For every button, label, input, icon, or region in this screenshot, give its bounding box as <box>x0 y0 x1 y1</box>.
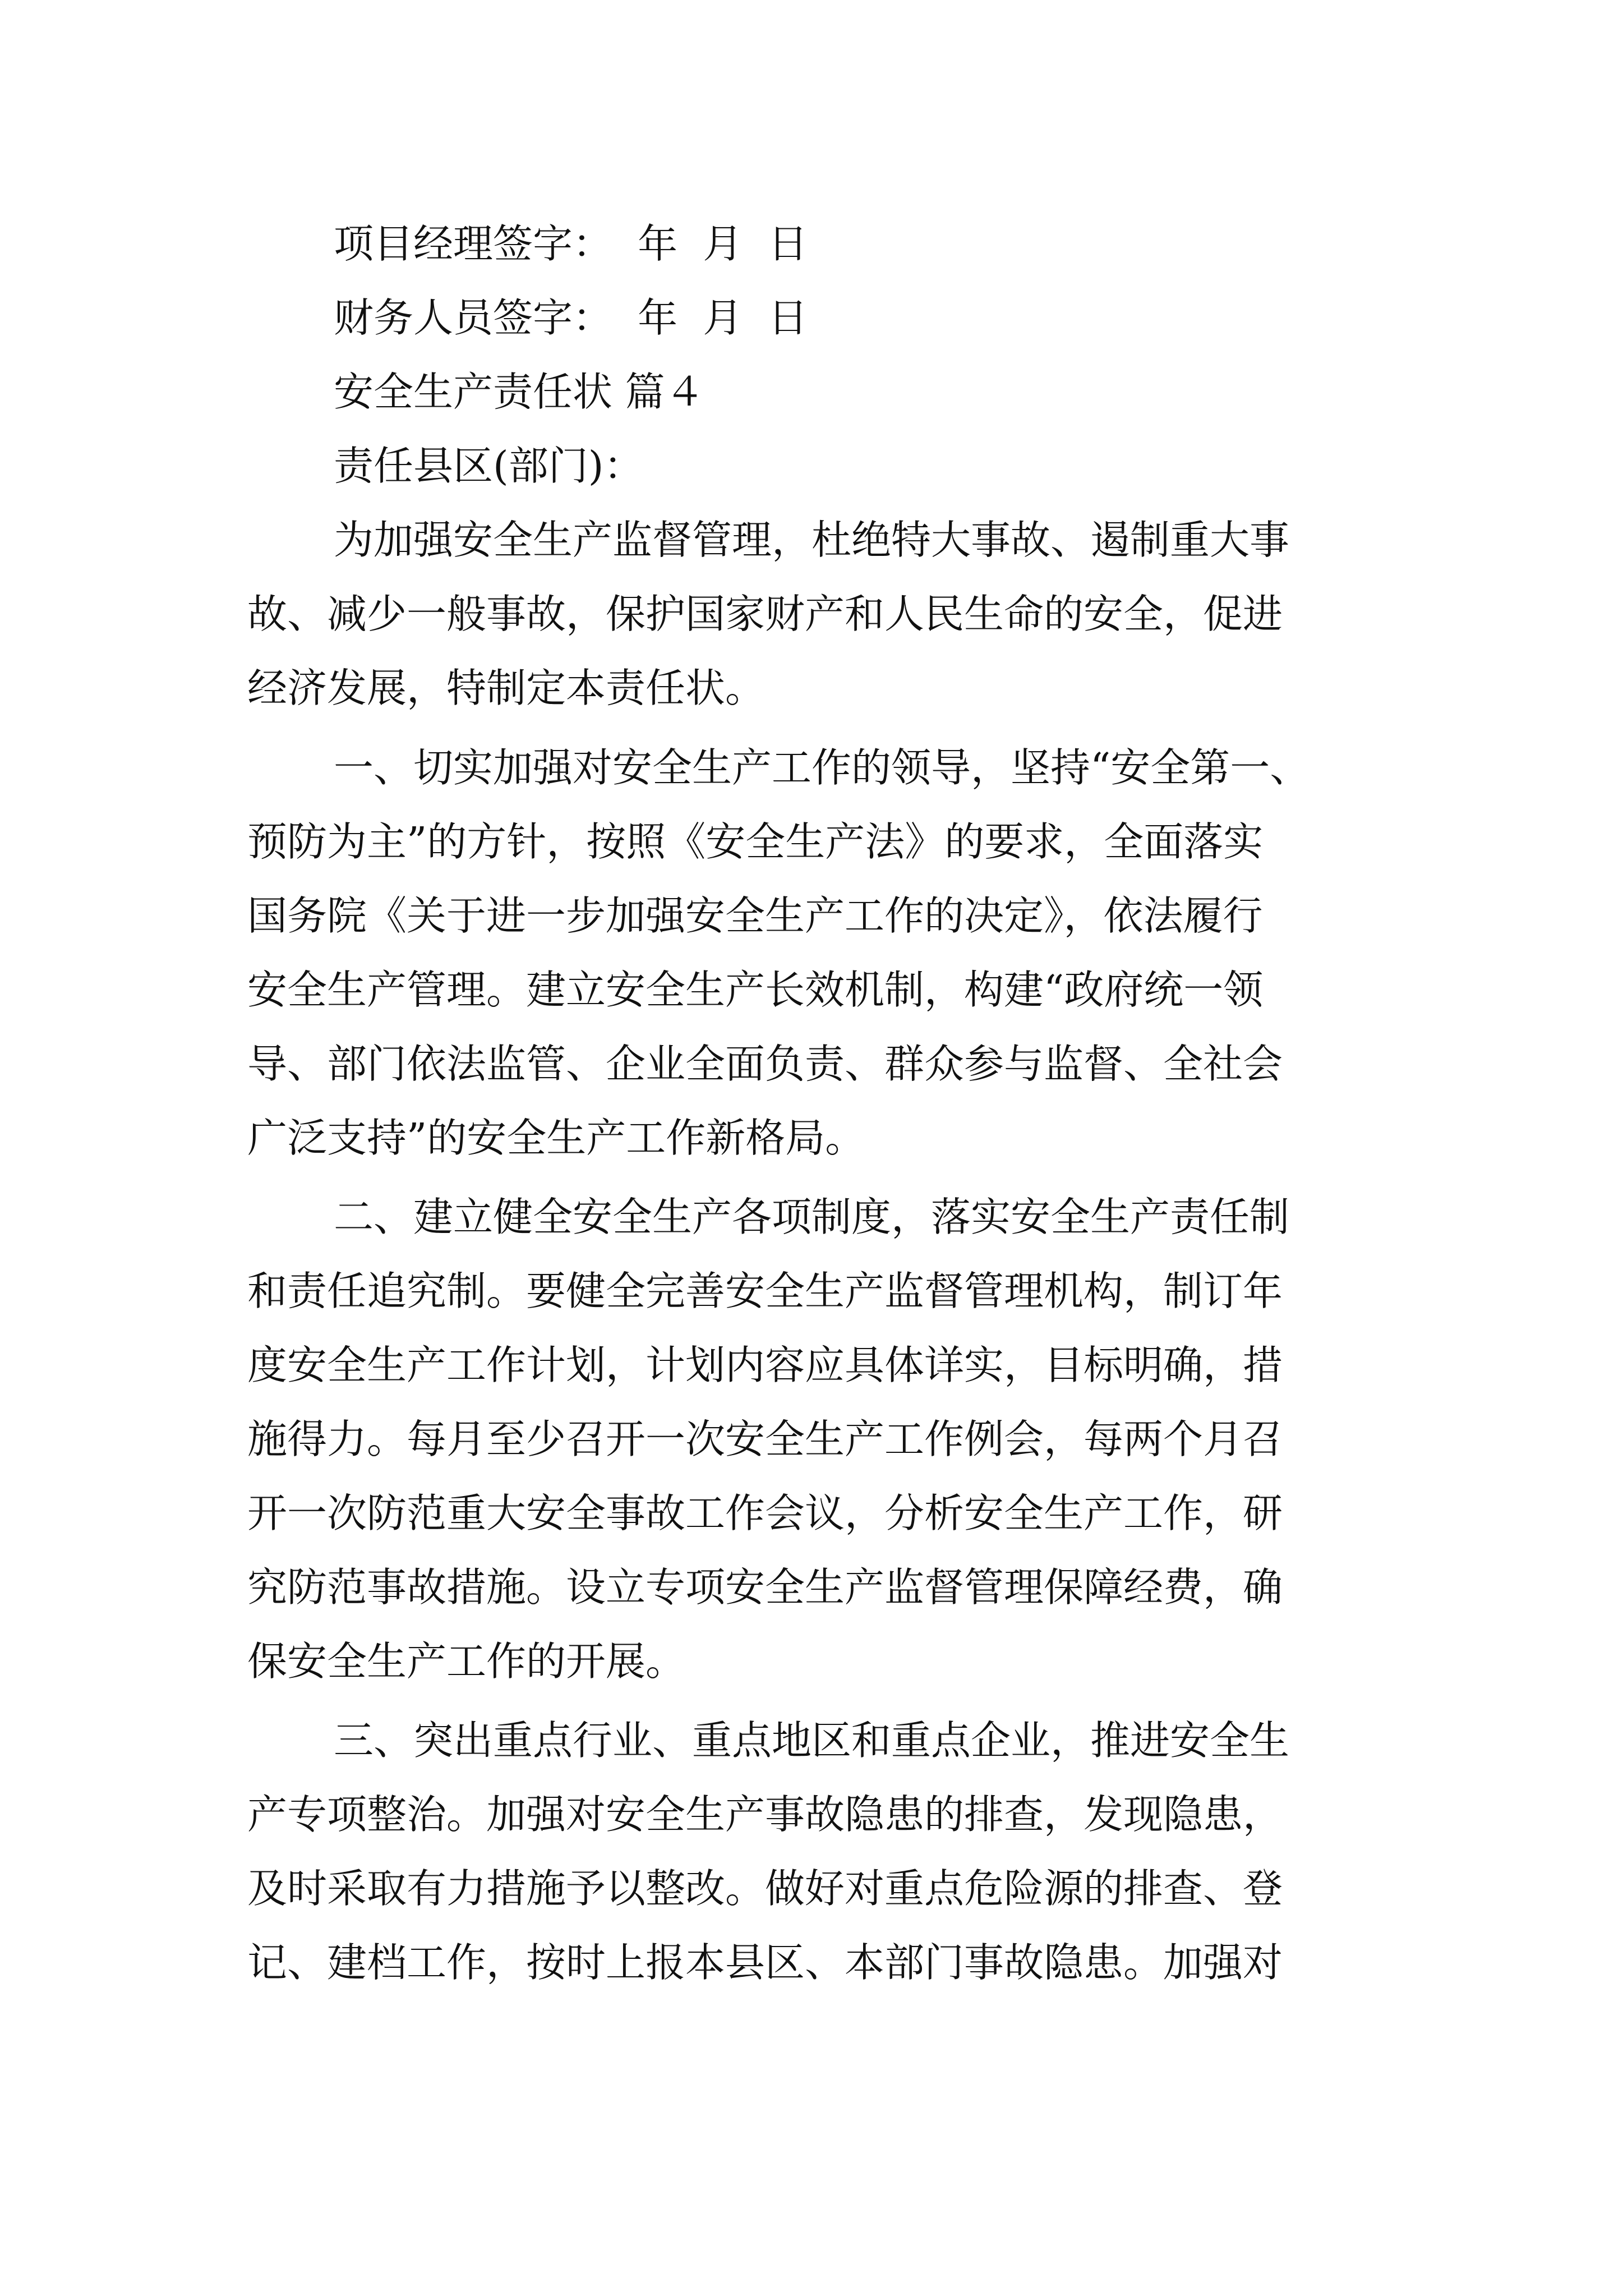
paragraph-line: 产专项整治。加强对安全生产事故隐患的排查，发现隐患， <box>247 1791 1283 1838</box>
project-manager-signature-line: 项目经理签字： 年 月 日 <box>334 220 808 267</box>
section-heading: 安全生产责任状 篇４ <box>334 369 705 415</box>
paragraph-line: 导、部门依法监管、企业全面负责、群众参与监督、全社会 <box>247 1041 1283 1087</box>
paragraph-line: 预防为主”的方针，按照《安全生产法》的要求，全面落实 <box>247 818 1264 865</box>
paragraph-line: 广泛支持”的安全生产工作新格局。 <box>247 1115 865 1161</box>
paragraph-line: 度安全生产工作计划，计划内容应具体详实，目标明确，措 <box>247 1342 1283 1388</box>
paragraph-line: 开一次防范重大安全事故工作会议，分析安全生产工作，研 <box>247 1490 1283 1536</box>
paragraph-line: 经济发展，特制定本责任状。 <box>247 665 766 711</box>
addressee-line: 责任县区(部门)： <box>334 443 644 489</box>
paragraph-line: 一、切实加强对安全生产工作的领导，坚持“安全第一、 <box>334 744 1310 791</box>
paragraph-line: 故、减少一般事故，保护国家财产和人民生命的安全，促进 <box>247 591 1283 637</box>
finance-staff-signature-line: 财务人员签字： 年 月 日 <box>334 295 808 341</box>
paragraph-line: 安全生产管理。建立安全生产长效机制，构建“政府统一领 <box>247 967 1264 1013</box>
paragraph-line: 究防范事故措施。设立专项安全生产监督管理保障经费，确 <box>247 1564 1283 1611</box>
paragraph-line: 及时采取有力措施予以整改。做好对重点危险源的排查、登 <box>247 1865 1283 1912</box>
paragraph-line: 记、建档工作，按时上报本县区、本部门事故隐患。加强对 <box>247 1939 1283 1986</box>
paragraph-line: 保安全生产工作的开展。 <box>247 1638 686 1685</box>
paragraph-line: 为加强安全生产监督管理，杜绝特大事故、遏制重大事 <box>334 517 1290 563</box>
paragraph-line: 国务院《关于进一步加强安全生产工作的决定》，依法履行 <box>247 892 1263 939</box>
paragraph-line: 和责任追究制。要健全完善安全生产监督管理机构，制订年 <box>247 1268 1283 1314</box>
paragraph-line: 三、突出重点行业、重点地区和重点企业，推进安全生 <box>334 1717 1290 1764</box>
paragraph-line: 二、建立健全安全生产各项制度，落实安全生产责任制 <box>334 1194 1290 1240</box>
paragraph-line: 施得力。每月至少召开一次安全生产工作例会，每两个月召 <box>247 1416 1283 1462</box>
